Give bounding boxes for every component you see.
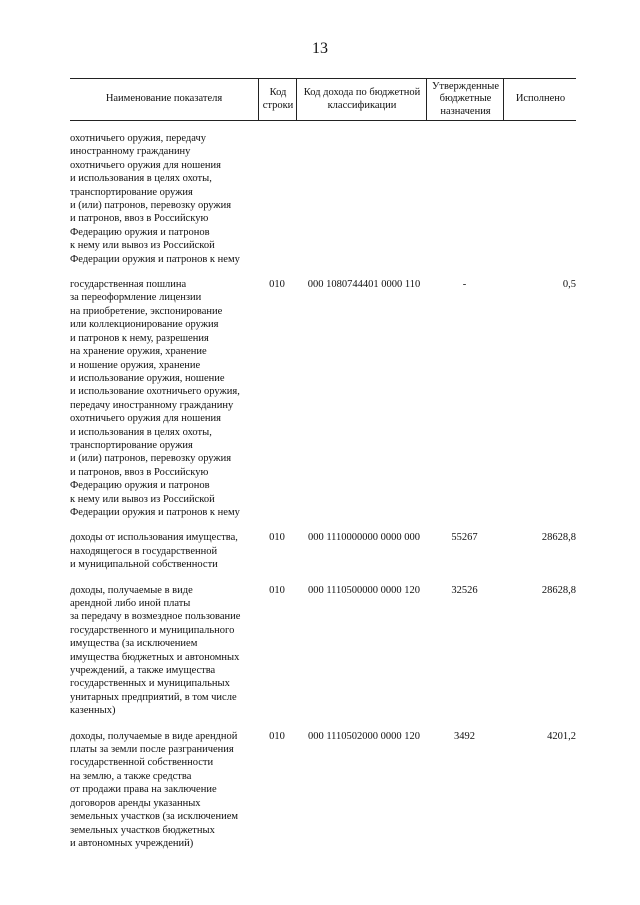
header-exec: Исполнено: [503, 79, 577, 120]
row-kbk: 000 1110502000 0000 120: [307, 730, 421, 742]
header-kbk: Код дохода по бюджетной классификации: [296, 79, 427, 120]
row-code: 010: [269, 584, 285, 596]
row-exec: 0,5: [562, 279, 576, 291]
revenue-table: [70, 78, 576, 862]
row-kbk: 000 1110000000 0000 000: [307, 532, 421, 544]
row-code: 010: [269, 279, 285, 291]
table-row: [70, 132, 576, 266]
row-code: 010: [269, 730, 285, 742]
row-name: государственная пошлина за переоформление лицензии на приобретение, экспонирование или коллекционирование оружия и патронов к нему, разрешения на хранение оружия, хранение и ношение оружия, хранение и использование оружия, ношение и использование охотничьего оружия, передачу иностранному гражданину охотничьего оружия для ношения и использования в целях охоты, транспортирование оружия и (или) патронов, перевозку оружия и патронов, ввоз в Российскую Федерацию оружия и патронов к нему или вывоз из Российской Федерации оружия и патронов к нему: [70, 279, 240, 518]
row-code: 010: [269, 532, 285, 544]
table-row: [70, 531, 576, 571]
row-name: доходы, получаемые в виде арендной платы за земли после разграничения государственной собственности на землю, а также средства от продажи права на заключение договоров аренды указанных земельных участков (за исключением земельных участков бюджетных и автономных учреждений): [70, 730, 239, 849]
row-plan: 3492: [454, 730, 475, 742]
row-exec: 28628,8: [541, 584, 576, 596]
row-plan: 55267: [451, 532, 478, 544]
header-name: Наименование показателя: [105, 93, 223, 105]
table-row: [70, 730, 576, 851]
table-header: [70, 78, 576, 121]
row-plan: -: [462, 279, 467, 291]
table-row: [70, 278, 576, 519]
row-kbk: 000 1110500000 0000 120: [307, 584, 421, 596]
header-code: Код строки: [258, 79, 297, 120]
row-kbk: 000 1080744401 0000 110: [307, 279, 421, 291]
row-name: доходы от использования имущества, находящегося в государственной и муниципальной собственности: [70, 532, 238, 571]
table-body: [70, 121, 576, 850]
row-exec: 4201,2: [547, 730, 576, 742]
header-plan: Утвержденные бюджетные назначения: [426, 79, 504, 120]
row-plan: 32526: [451, 584, 478, 596]
table-row: [70, 584, 576, 718]
row-exec: 28628,8: [541, 532, 576, 544]
page-number: 13: [312, 40, 328, 57]
row-name: доходы, получаемые в виде арендной либо иной платы за передачу в возмездное пользование государственного и муниципального имущества (за исключением имущества бюджетных и автономных учреждений, а также имущества государственных и муниципальных унитарных предприятий, в том числе казенных): [70, 584, 241, 717]
row-name: охотничьего оружия, передачу иностранному гражданину охотничьего оружия для ношения и использования в целях охоты, транспортирование оружия и (или) патронов, перевозку оружия и патронов, ввоз в Российскую Федерацию оружия и патронов к нему или вывоз из Российской Федерации оружия и патронов к нему: [70, 133, 240, 265]
